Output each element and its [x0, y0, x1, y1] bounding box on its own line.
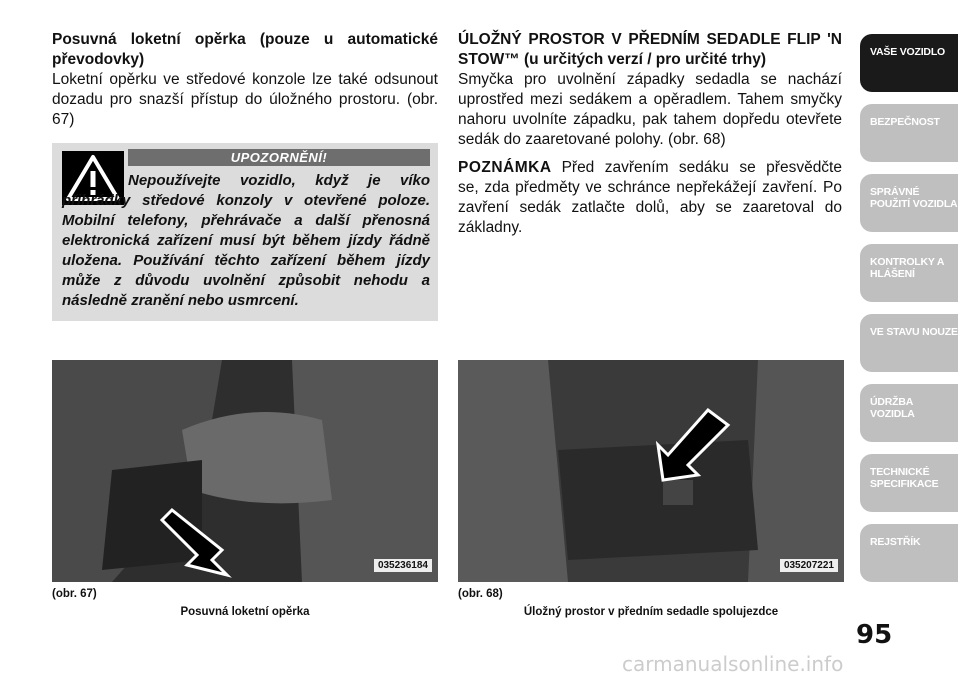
tab-udrzba[interactable]: ÚDRŽBA VOZIDLA: [860, 384, 958, 442]
armrest-body: Loketní opěrku ve středové konzole lze také odsunout dozadu pro snazší přístup do úložného prostoru. (obr. 67): [52, 71, 438, 128]
figure-68-label: (obr. 68): [458, 588, 503, 600]
figure-68-photo: [458, 360, 844, 582]
left-column: [52, 30, 438, 130]
note-paragraph: [458, 158, 842, 238]
chapter-tabs: [860, 34, 958, 594]
figure-68-caption: Úložný prostor v předním sedadle spolujezdce: [523, 606, 779, 618]
right-column: [458, 30, 842, 238]
tab-vase-vozidlo[interactable]: VAŠE VOZIDLO: [860, 34, 958, 92]
tab-ve-stavu-nouze[interactable]: VE STAVU NOUZE: [860, 314, 958, 372]
warning-text: Nepoužívejte vozidlo, když je víko přihrádky středové konzoly v otevřené poloze. Mobilní telefony, přehrávače a další přenosná elektronická zařízení musí být během jízdy řádně uložena. Používání těchto zařízení během jízdy může z důvodu uvolnění způsobit nehodu a následně zranění nebo usmrcení.: [62, 172, 430, 309]
tab-kontrolky[interactable]: KONTROLKY A HLÁŠENÍ: [860, 244, 958, 302]
warning-title: UPOZORNĚNÍ!: [128, 149, 430, 166]
figure-67-caption: Posuvná loketní opěrka: [180, 606, 310, 618]
tab-technicke-specifikace[interactable]: TECHNICKÉ SPECIFIKACE: [860, 454, 958, 512]
page-number: 95: [856, 620, 893, 650]
tab-rejstrik[interactable]: REJSTŘÍK: [860, 524, 958, 582]
note-text: Před zavřením sedáku se přesvědčte se, zda předměty ve schránce nepřekážejí zavření. Po zavření sedák zatlačte dolů, aby se zaaretoval do základny.: [458, 159, 842, 236]
watermark-text: carmanualsonline.info: [622, 652, 844, 676]
figure-67-label: (obr. 67): [52, 588, 97, 600]
warning-box: [52, 143, 438, 321]
note-label: POZNÁMKA: [458, 159, 552, 176]
storage-body: Smyčka pro uvolnění západky sedadla se nachází uprostřed mezi sedákem a opěradlem. Tahem smyčky nahoru uvolníte západku, pak tahem dopředu otevřete sedák do zaaretované polohy. (obr. 68): [458, 71, 842, 148]
tab-bezpecnost[interactable]: BEZPEČNOST: [860, 104, 958, 162]
figure-67-photo: [52, 360, 438, 582]
figure-67-code: 035236184: [374, 559, 432, 572]
section-heading-armrest: Posuvná loketní opěrka (pouze u automatické převodovky): [52, 31, 438, 68]
figure-68-code: 035207221: [780, 559, 838, 572]
section-heading-storage: ÚLOŽNÝ PROSTOR V PŘEDNÍM SEDADLE FLIP 'N STOW™ (u určitých verzí / pro určité trhy): [458, 31, 842, 68]
tab-spravne-pouziti[interactable]: SPRÁVNÉ POUŽITÍ VOZIDLA: [860, 174, 958, 232]
